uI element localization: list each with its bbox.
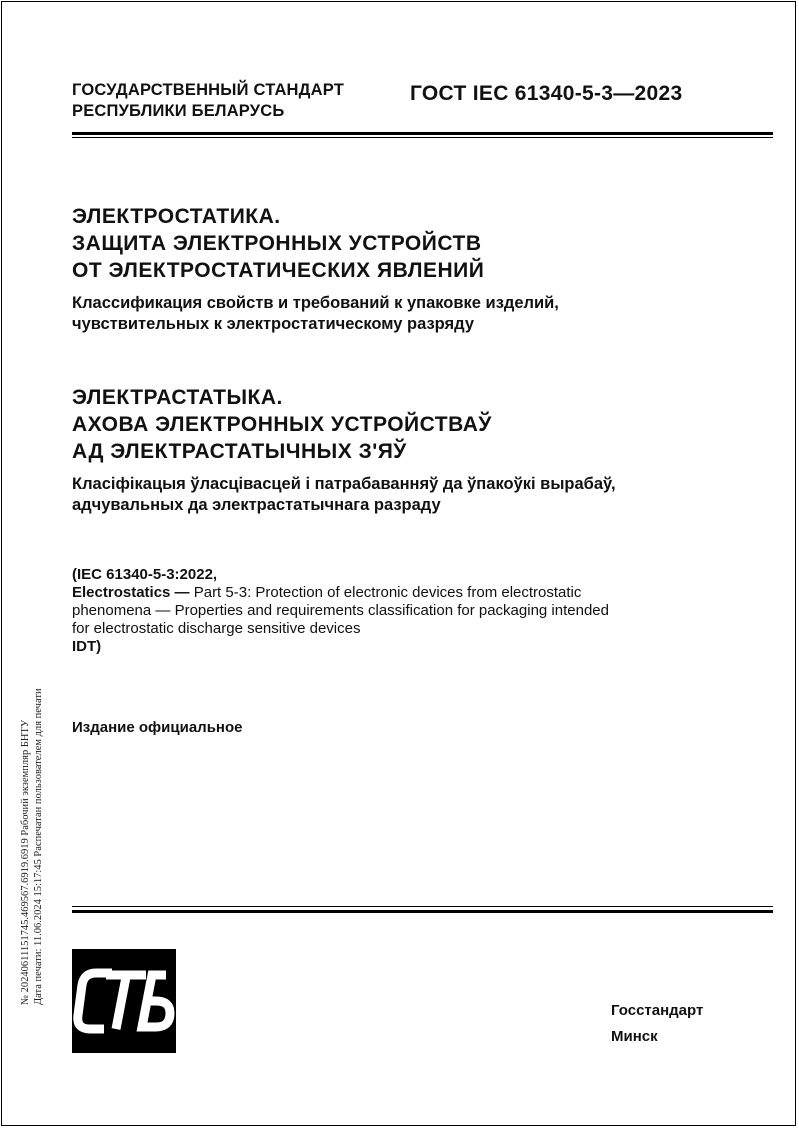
title-ru-line-1: ЭЛЕКТРОСТАТИКА. (72, 205, 281, 228)
side-stamp (20, 688, 45, 1005)
iec-title-line-1 (72, 584, 609, 602)
publisher-city: Минск (611, 1028, 658, 1045)
title-ru-line-2: ЗАЩИТА ЭЛЕКТРОННЫХ УСТРОЙСТВ (72, 232, 482, 255)
iec-title-prefix: Electrostatics — (72, 584, 194, 601)
standard-designation: ГОСТ IEC 61340-5-3—2023 (410, 82, 683, 105)
stb-logo-graphic (72, 949, 176, 1053)
standard-authority (72, 80, 344, 122)
footer-rule-thin (72, 906, 773, 907)
iec-title-line-2: phenomena — Properties and requirements classification for packaging intended (72, 602, 609, 619)
side-stamp-line-2: Дата печати: 11.06.2024 15:17:45 Распечатан пользователем для печати (32, 688, 44, 1005)
title-be-line-2: АХОВА ЭЛЕКТРОННЫХ УСТРОЙСТВАЎ (72, 413, 492, 436)
iec-ref-line: (IEC 61340-5-3:2022, (72, 566, 218, 583)
subtitle-be-line-2: адчувальных да электрастатычнага разраду (72, 496, 441, 514)
header-rule-thin (72, 137, 773, 138)
subtitle-ru-line-1: Классификация свойств и требований к упаковке изделий, (72, 294, 559, 312)
publisher-name: Госстандарт (611, 1002, 704, 1019)
iec-title-rest: Part 5-3: Protection of electronic devices from electrostatic (193, 584, 582, 601)
title-be-line-3: АД ЭЛЕКТРАСТАТЫЧНЫХ З'ЯЎ (72, 440, 407, 463)
iec-idt: IDT) (72, 638, 102, 655)
iec-reference (72, 566, 609, 656)
footer-rule-thick (72, 910, 773, 913)
iec-title-line-3: for electrostatic discharge sensitive devices (72, 620, 361, 637)
subtitle-be-line-1: Класіфікацыя ўласцівасцей і патрабаванняў да ўпакоўкі вырабаў, (72, 475, 616, 493)
side-stamp-line-1: № 20240611151745.469567.6919.6919 Рабочий экземпляр БНТУ (20, 719, 31, 1005)
title-ru-line-3: ОТ ЭЛЕКТРОСТАТИЧЕСКИХ ЯВЛЕНИЙ (72, 259, 485, 282)
publisher-block (611, 998, 703, 1050)
title-be-line-1: ЭЛЕКТРАСТАТЫКА. (72, 386, 283, 409)
subtitle-ru-line-2: чувствительных к электростатическому разряду (72, 315, 475, 333)
header-rule-thick (72, 132, 773, 135)
edition-label: Издание официальное (72, 719, 243, 736)
stb-logo-icon (72, 949, 176, 1053)
authority-line-1: ГОСУДАРСТВЕННЫЙ СТАНДАРТ (72, 81, 345, 99)
authority-line-2: РЕСПУБЛИКИ БЕЛАРУСЬ (72, 102, 285, 120)
